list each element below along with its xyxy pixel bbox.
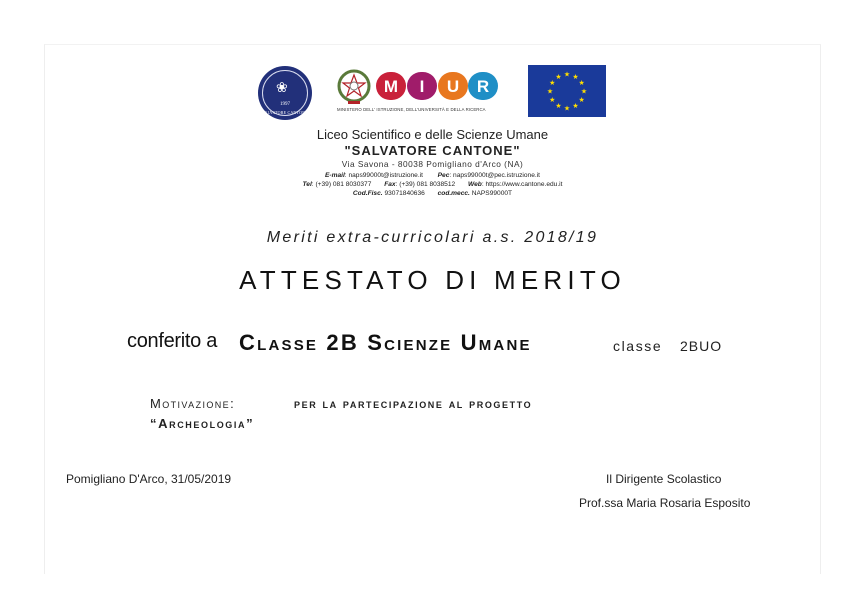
miur-letter-r: R — [476, 77, 490, 96]
school-address: Via Savona - 80038 Pomigliano d'Arco (NA) — [341, 159, 524, 169]
eu-flag-icon — [528, 65, 606, 117]
miur-caption: MINISTERO DELL' ISTRUZIONE, DELL'UNIVERSITÀ E DELLA RICERCA — [337, 107, 486, 112]
seal-year: 1997 — [280, 102, 290, 107]
motivation-line-1: per la partecipazione al progetto — [294, 396, 533, 411]
header-logos — [0, 64, 865, 120]
miur-letter-m: M — [383, 77, 399, 96]
contact-row-phone: Tel: (+39) 081 8030377 Fax: (+39) 081 8038512 Web: https://www.cantone.edu.it — [302, 181, 563, 188]
miur-letter-u: U — [446, 77, 460, 96]
certificate-title: ATTESTATO DI MERITO — [239, 265, 626, 295]
pec-label: Pec — [437, 172, 450, 179]
web-value: https://www.cantone.edu.it — [485, 181, 563, 188]
codmecc-label: cod.mecc. — [437, 190, 470, 197]
place-date: Pomigliano D'Arco, 31/05/2019 — [66, 472, 232, 486]
fax-label: Fax — [384, 181, 396, 188]
tel-value: (+39) 081 8030377 — [315, 181, 372, 188]
conferred-to-label: conferito a — [127, 330, 218, 352]
school-seal-icon: ❀ 1997 SALVATORE CANTONE — [258, 66, 312, 120]
class-value: 2BUO — [680, 338, 723, 354]
motivation-line-2: “Archeologia” — [150, 416, 255, 431]
recipient-name: Classe 2B Scienze Umane — [239, 330, 532, 355]
eu-star-icon: ★ — [549, 80, 556, 87]
contact-row-email: E-mail: naps99000t@istruzione.it Pec: naps99000t@pec.istruzione.it — [324, 172, 541, 179]
fax-value: (+39) 081 8038512 — [399, 181, 456, 188]
signatory-name: Prof.ssa Maria Rosaria Esposito — [579, 496, 751, 510]
email-label: E-mail — [324, 172, 345, 179]
eu-star-icon: ★ — [546, 88, 554, 96]
class-label: classe — [613, 338, 663, 354]
web-label: Web — [468, 181, 482, 188]
school-name-sub: "SALVATORE CANTONE" — [344, 143, 521, 158]
eu-star-icon: ★ — [563, 105, 571, 113]
miur-letter-i: I — [419, 77, 425, 96]
eu-star-icon: ★ — [555, 103, 562, 111]
codfisc-label: Cod.Fisc. — [352, 190, 383, 197]
eu-star-icon: ★ — [563, 71, 571, 79]
codfisc-value: 93071840636 — [384, 190, 425, 197]
certificate-subtitle: Meriti extra-curricolari a.s. 2018/19 — [266, 229, 599, 246]
tel-label: Tel — [302, 181, 312, 188]
eu-star-icon: ★ — [572, 103, 579, 111]
eu-star-icon: ★ — [555, 73, 562, 81]
eu-star-icon: ★ — [578, 80, 585, 87]
school-name: Liceo Scientifico e delle Scienze Umane — [316, 127, 549, 142]
seal-ring-text: SALVATORE CANTONE — [262, 110, 308, 115]
certificate-page — [44, 44, 821, 574]
motivation-label: Motivazione: — [150, 396, 236, 411]
signatory-role: Il Dirigente Scolastico — [606, 472, 722, 486]
italian-emblem-icon — [337, 68, 371, 106]
email-value: naps99000t@istruzione.it — [348, 172, 423, 179]
codmecc-value: NAPS99000T — [471, 190, 513, 197]
pec-value: naps99000t@pec.istruzione.it — [453, 172, 541, 179]
miur-logo — [376, 72, 498, 100]
eu-star-icon: ★ — [580, 88, 588, 96]
eu-star-icon: ★ — [549, 97, 556, 104]
eu-star-icon: ★ — [578, 97, 585, 104]
eu-star-icon: ★ — [572, 73, 579, 81]
contact-row-codes — [0, 190, 865, 197]
